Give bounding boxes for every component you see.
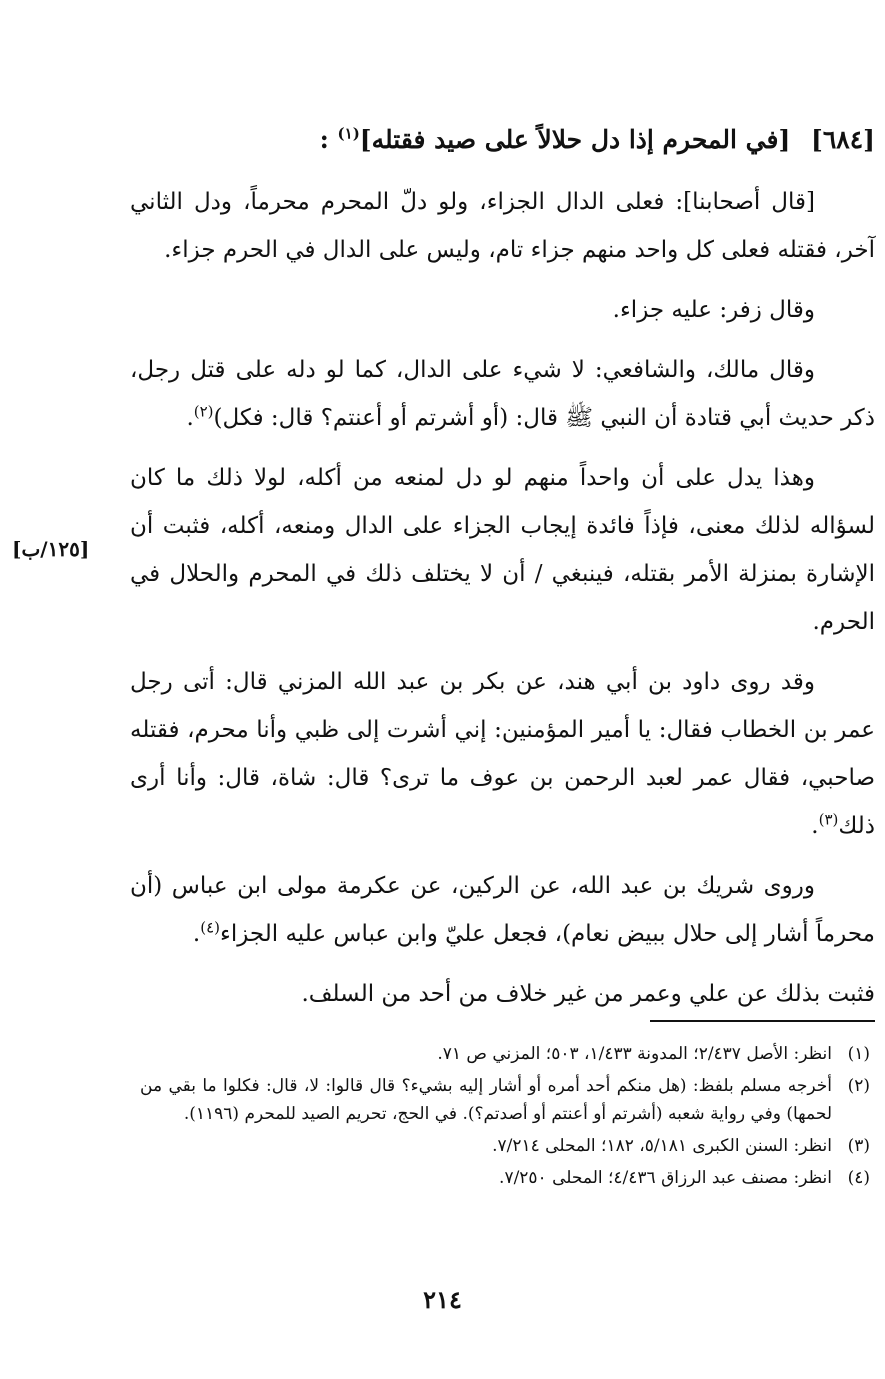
- heading-footnote-ref: (١): [337, 124, 360, 143]
- footnote-ref-2: (٢): [193, 402, 214, 421]
- footnote-4: [140, 1164, 870, 1192]
- section-heading: [150, 120, 875, 160]
- footnote-text: انظر: مصنف عبد الرزاق ٤/٤٣٦؛ المحلى ٧/٢٥٠.: [499, 1168, 832, 1188]
- footnote-number: (١): [847, 1044, 870, 1064]
- paragraph-6: وروى شريك بن عبد الله، عن الركين، عن عكرمة مولى ابن عباس (أن محرماً أشار إلى حلال ببيض نعام)، فجعل عليّ وابن عباس عليه الجزاء$^{(٤)}$.: [130, 873, 875, 947]
- folio-margin-note: [١٢٥/ب]: [12, 537, 90, 561]
- body-text: [130, 178, 875, 1030]
- footnote-ref-3: (٣): [818, 810, 839, 829]
- paragraph-3: وقال مالك، والشافعي: لا شيء على الدال، كما لو دله على قتل رجل، ذكر حديث أبي قتادة أن النبي ﷺ قال: (أو أشرتم أو أعنتم؟ قال: فكل)$^{(٢)}$.: [130, 357, 875, 431]
- section-number: [٦٨٤]: [811, 125, 875, 154]
- heading-colon: :: [319, 125, 329, 154]
- footnote-text: انظر: السنن الكبرى ٥/١٨١، ١٨٢؛ المحلى ٧/٢١٤.: [492, 1136, 832, 1156]
- paragraph-1: [130, 178, 875, 274]
- footnote-2: [140, 1072, 870, 1128]
- paragraph-5-text: وقد روى داود بن أبي هند، عن بكر بن عبد الله المزني قال: أتى رجل عمر بن الخطاب فقال: يا أمير المؤمنين: إني أشرت إلى ظبي وأنا محرم، فقتله صاحبي، فقال عمر لعبد الرحمن بن عوف ما ترى؟ قال: شاة، قال: وأنا أرى ذلك: [130, 669, 875, 839]
- paragraph-7: [130, 970, 875, 1018]
- footnote-number: (٣): [847, 1136, 870, 1156]
- footnote-3: [140, 1132, 870, 1160]
- paragraph-5: وقد روى داود بن أبي هند، عن بكر بن عبد الله المزني قال: أتى رجل عمر بن الخطاب فقال: يا أمير المؤمنين: إني أشرت إلى ظبي وأنا محرم، فقتله صاحبي، فقال عمر لعبد الرحمن بن عوف ما ترى؟ قال: شاة، قال: وأنا أرى ذلك$^{(٣)}$.: [130, 669, 875, 839]
- paragraph-2: [130, 286, 875, 334]
- paragraph-7-text: فثبت بذلك عن علي وعمر من غير خلاف من أحد من السلف.: [301, 981, 875, 1007]
- footnote-number: (٤): [847, 1168, 870, 1188]
- footnote-separator: [650, 1020, 875, 1022]
- paragraph-6-text: وروى شريك بن عبد الله، عن الركين، عن عكرمة مولى ابن عباس (أن محرماً أشار إلى حلال ببيض نعام)، فجعل عليّ وابن عباس عليه الجزاء: [130, 873, 875, 947]
- footnote-text: أخرجه مسلم بلفظ: (هل منكم أحد أمره أو أشار إليه بشيء؟ قال قالوا: لا، قال: فكلوا ما بقي من لحمها) وفي رواية شعبه (أشرتم أو أعنتم أو أصدتم؟). في الحج، تحريم الصيد للمحرم (١١٩٦).: [140, 1076, 832, 1124]
- page-number: ٢١٤: [423, 1285, 462, 1314]
- paragraph-3-text: وقال مالك، والشافعي: لا شيء على الدال، كما لو دله على قتل رجل، ذكر حديث أبي قتادة أن النبي ﷺ قال: (أو أشرتم أو أعنتم؟ قال: فكل): [130, 357, 875, 431]
- section-title: [في المحرم إذا دل حلالاً على صيد فقتله]: [359, 125, 791, 154]
- paragraph-4-text: وهذا يدل على أن واحداً منهم لو دل لمنعه من أكله، لولا ذلك ما كان لسؤاله لذلك معنى، فإذاً فائدة إيجاب الجزاء على الدال ومنعه، أكله، فثبت أن الإشارة بمنزلة الأمر بقتله، فينبغي / أن لا يختلف ذلك في المحرم والحلال في الحرم.: [130, 465, 875, 635]
- footnotes: [140, 1040, 870, 1196]
- footnote-text: انظر: الأصل ٢/٤٣٧؛ المدونة ١/٤٣٣، ٥٠٣؛ المزني ص ٧١.: [437, 1044, 832, 1064]
- paragraph-2-text: وقال زفر: عليه جزاء.: [612, 297, 815, 323]
- paragraph-1-text: [قال أصحابنا]: فعلى الدال الجزاء، ولو دلّ المحرم محرماً، ودل الثاني آخر، فقتله فعلى كل واحد منهم جزاء تام، وليس على الدال في الحرم جزاء.: [130, 189, 875, 263]
- paragraph-4: [130, 454, 875, 646]
- footnote-ref-4: (٤): [200, 918, 221, 937]
- footnote-number: (٢): [847, 1076, 870, 1096]
- footnote-1: [140, 1040, 870, 1068]
